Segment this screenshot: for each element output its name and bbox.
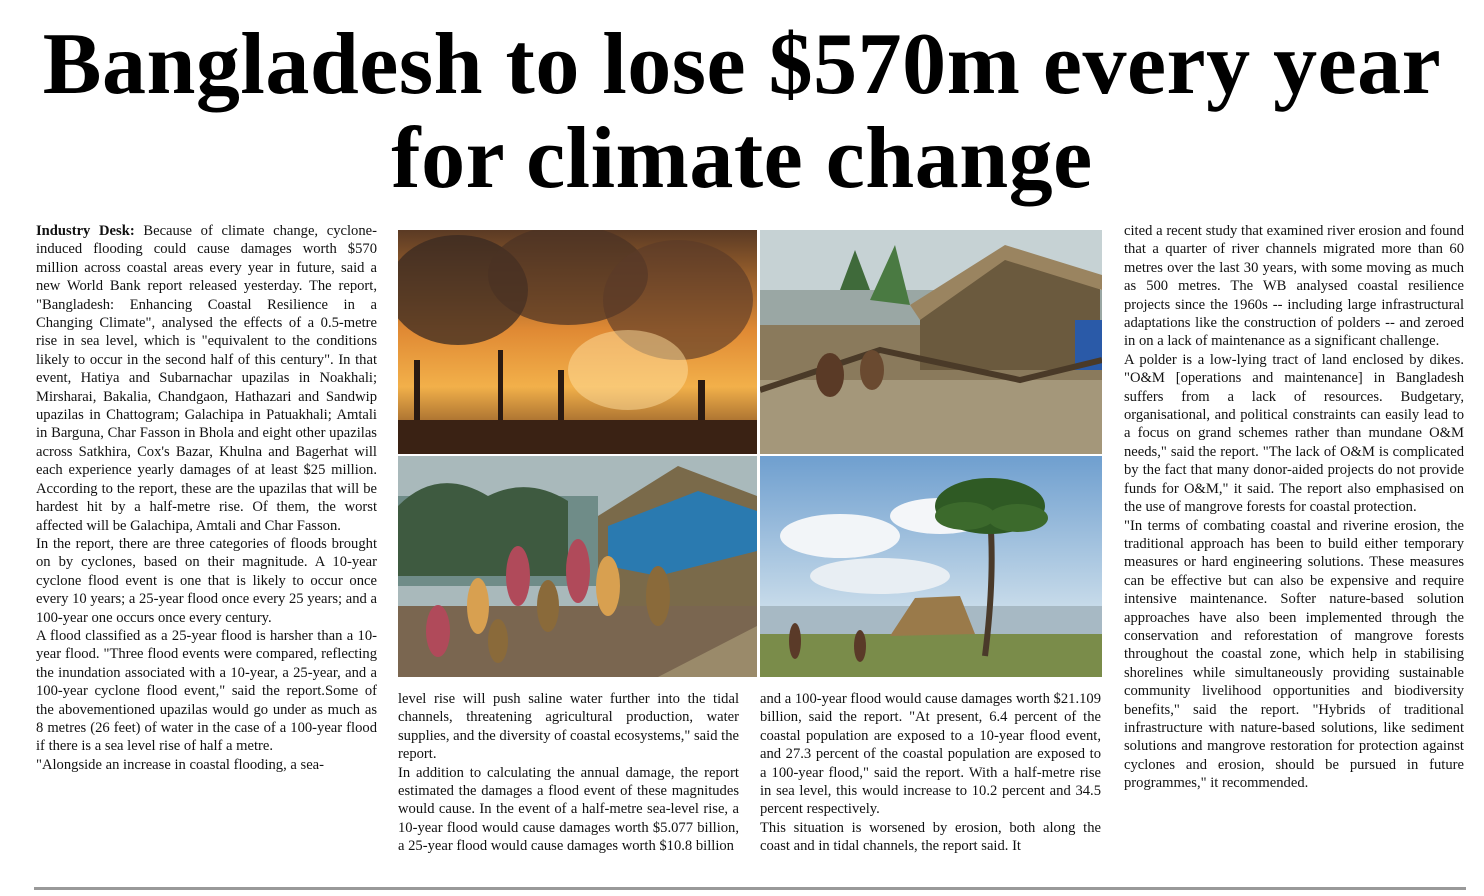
palm-tree-hut-photo: [760, 456, 1102, 677]
bottom-divider: [34, 887, 1466, 890]
article-column-2: [398, 690, 739, 856]
paragraph: [36, 222, 377, 535]
article-column-3: [760, 690, 1101, 856]
paragraph-text: Because of climate change, cyclone-induced flooding could cause damages worth $570 million across coastal areas every year in future, said a new World Bank report released yesterday. The report, "Bangladesh: Enhancing Coastal Resilience in a Changing Climate", analysed the effects of a 0.5-metre rise in sea level, which is "equivalent to the conditions likely to occur in the second half of this century". In that event, Hatiya and Subarnachar upazilas in Noakhali; Mirsharai, Bakalia, Chandgaon, Hathazari and Sandwip upazilas in Chattogram; Galachipa in Patuakhali; Amtali in Barguna, Char Fasson in Bhola and eight other upazilas across Satkhira, Cox's Bazar, Khulna and Bagerhat will each experience yearly damages of at least $25 million. According to the report, these are the upazilas that will be hardest hit by a half-metre rise. Of them, the worst affected will be Galachipa, Amtali and Char Fasson.: [36, 223, 377, 534]
headline: Bangladesh to lose $570m every year for climate change: [42, 16, 1442, 207]
flood-villagers-photo: [398, 456, 757, 677]
paragraph: This situation is worsened by erosion, both along the coast and in tidal channels, the report said. It: [760, 819, 1101, 855]
paragraph: In addition to calculating the annual damage, the report estimated the damages a flood event of these magnitudes would cause. In the event of a half-metre sea-level rise, a 10-year flood would cause damages worth $5.077 billion, a 25-year flood would cause damages worth $10.8 billion: [398, 764, 739, 855]
paragraph: "In terms of combating coastal and riverine erosion, the traditional approach has been to build either temporary measures or hard engineering solutions. These measures can be effective but can also be expensive and require intensive maintenance. Softer nature-based solution approaches have also been implemented through the conservation and reforestation of mangrove forests throughout the coastal zone, which help in stabilising shorelines while simultaneously providing sustainable community livelihood opportunities and biodiversity benefits," said the report. "Hybrids of traditional infrastructure with nature-based solutions, like sediment solutions and mangrove restoration for protection against cyclones and erosion, should be pursued in future programmes," it recommended.: [1124, 517, 1464, 792]
coastal-hut-children-photo: [760, 230, 1102, 454]
paragraph: A flood classified as a 25-year flood is harsher than a 10-year flood. "Three flood events were compared, reflecting the inundation associated with a 10-year, a 25-year, and a 100-year cyclone flood event," said the report.Some of the abovementioned upazilas would go under as much as 8 metres (26 feet) of water in the case of a 100-year flood if there is a sea level rise of half a metre.: [36, 627, 377, 755]
paragraph: In the report, there are three categories of floods brought on by cyclones, based on their magnitude. A 10-year cyclone flood event is one that is likely to occur once every 10 years; a 25-year flood once every 25 years; and a 100-year one occurs once every century.: [36, 535, 377, 626]
byline: Industry Desk:: [36, 223, 135, 239]
paragraph: cited a recent study that examined river erosion and found that a quarter of river channels migrated more than 60 metres over the last 30 years, with some moving as much as 500 metres. The WB analysed coastal resilience projects since the 1960s -- including large infrastructural adaptations like the construction of polders -- and zeroed in on a lack of maintenance as a significant challenge.: [1124, 223, 1464, 350]
paragraph: A polder is a low-lying tract of land enclosed by dikes. "O&M [operations and maintenance] in Bangladesh suffers from a lack of resources. Budgetary, organisational, and political constraints can easily lead to a focus on grand schemes rather than mundane O&M needs," said the report. "The lack of O&M is complicated by the fact that many donor-aided projects do not provide funds for O&M," it said. The report also emphasised on the use of mangrove forests for coastal protection.: [1124, 351, 1464, 516]
article-column-1: [36, 222, 377, 774]
paragraph: and a 100-year flood would cause damages worth $21.109 billion, said the report. "At present, 6.4 percent of the coastal population are exposed to a 10-year flood event, and 27.3 percent of the coastal population are exposed to a 100-year flood," said the report. With a half-metre rise in sea level, this would increase to 10.2 percent and 34.5 percent respectively.: [760, 691, 1101, 818]
paragraph: "Alongside an increase in coastal flooding, a sea-: [36, 756, 325, 773]
factory-smoke-photo: [398, 230, 757, 454]
article-column-4: [1124, 222, 1464, 793]
paragraph: level rise will push saline water further into the tidal channels, threatening agricultural production, water supplies, and the diversity of coastal ecosystems," said the report.: [398, 691, 739, 763]
